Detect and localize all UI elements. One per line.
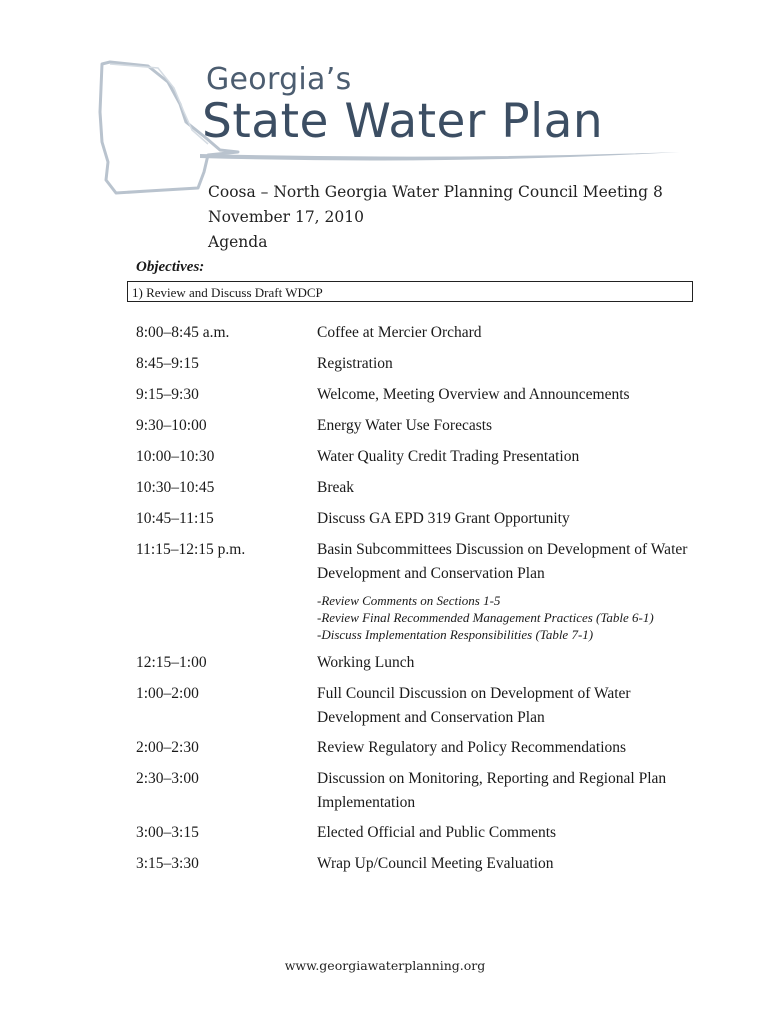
agenda-table [136, 321, 696, 883]
agenda-item: Working Lunch [317, 654, 415, 671]
agenda-row [136, 507, 696, 538]
agenda-time: 8:45–9:15 [136, 355, 199, 372]
agenda-row [136, 414, 696, 445]
agenda-time: 2:30–3:00 [136, 770, 199, 787]
agenda-item: Water Quality Credit Trading Presentation [317, 448, 580, 465]
agenda-row [136, 476, 696, 507]
agenda-row [136, 538, 696, 651]
agenda-row [136, 383, 696, 414]
agenda-time: 3:15–3:30 [136, 855, 199, 872]
agenda-subitem: -Review Comments on Sections 1-5 [317, 593, 501, 608]
logo-small-text: Georgia’s [206, 62, 352, 97]
agenda-time: 9:15–9:30 [136, 386, 199, 403]
agenda-row [136, 767, 696, 821]
agenda-row [136, 651, 696, 682]
agenda-row [136, 682, 696, 736]
agenda-item: Review Regulatory and Policy Recommendations [317, 739, 627, 756]
agenda-item-with-subitems [317, 538, 696, 651]
agenda-item: Full Council Discussion on Development of Water Development and Conservation Plan [317, 685, 631, 726]
agenda-time: 10:00–10:30 [136, 448, 215, 465]
agenda-time: 11:15–12:15 p.m. [136, 541, 246, 558]
agenda-time: 10:45–11:15 [136, 510, 214, 527]
agenda-heading: Agenda [208, 233, 268, 251]
agenda-subitem: -Discuss Implementation Responsibilities (Table 7-1) [317, 627, 594, 642]
agenda-time: 3:00–3:15 [136, 824, 199, 841]
agenda-subitem: -Review Final Recommended Management Practices (Table 6-1) [317, 610, 654, 625]
agenda-time: 2:00–2:30 [136, 739, 199, 756]
agenda-row [136, 852, 696, 883]
agenda-row [136, 321, 696, 352]
agenda-item: Discussion on Monitoring, Reporting and Regional Plan Implementation [317, 770, 667, 811]
agenda-row [136, 736, 696, 767]
agenda-item: Welcome, Meeting Overview and Announcements [317, 386, 630, 403]
agenda-item: Discuss GA EPD 319 Grant Opportunity [317, 510, 570, 527]
agenda-item: Break [317, 479, 355, 496]
agenda-row [136, 445, 696, 476]
objectives-box [127, 281, 693, 302]
agenda-item: Basin Subcommittees Discussion on Development of Water Development and Conservation Plan [317, 541, 688, 582]
agenda-subitems [317, 586, 696, 643]
objective-item: 1) Review and Discuss Draft WDCP [132, 285, 323, 300]
agenda-time: 1:00–2:00 [136, 685, 199, 702]
agenda-row [136, 821, 696, 852]
agenda-item: Coffee at Mercier Orchard [317, 324, 482, 341]
agenda-item: Elected Official and Public Comments [317, 824, 557, 841]
agenda-row [136, 352, 696, 383]
meeting-date: November 17, 2010 [208, 208, 364, 226]
agenda-time: 8:00–8:45 a.m. [136, 324, 230, 341]
logo-big-text: State Water Plan [202, 94, 604, 149]
agenda-item: Energy Water Use Forecasts [317, 417, 493, 434]
agenda-time: 9:30–10:00 [136, 417, 207, 434]
meeting-title: Coosa – North Georgia Water Planning Council Meeting 8 [208, 183, 663, 201]
objectives-label: Objectives: [136, 259, 205, 275]
agenda-time: 10:30–10:45 [136, 479, 215, 496]
agenda-time: 12:15–1:00 [136, 654, 207, 671]
agenda-item: Wrap Up/Council Meeting Evaluation [317, 855, 554, 872]
agenda-item: Registration [317, 355, 393, 372]
meeting-header [208, 180, 663, 255]
footer-url[interactable]: www.georgiawaterplanning.org [284, 958, 486, 973]
